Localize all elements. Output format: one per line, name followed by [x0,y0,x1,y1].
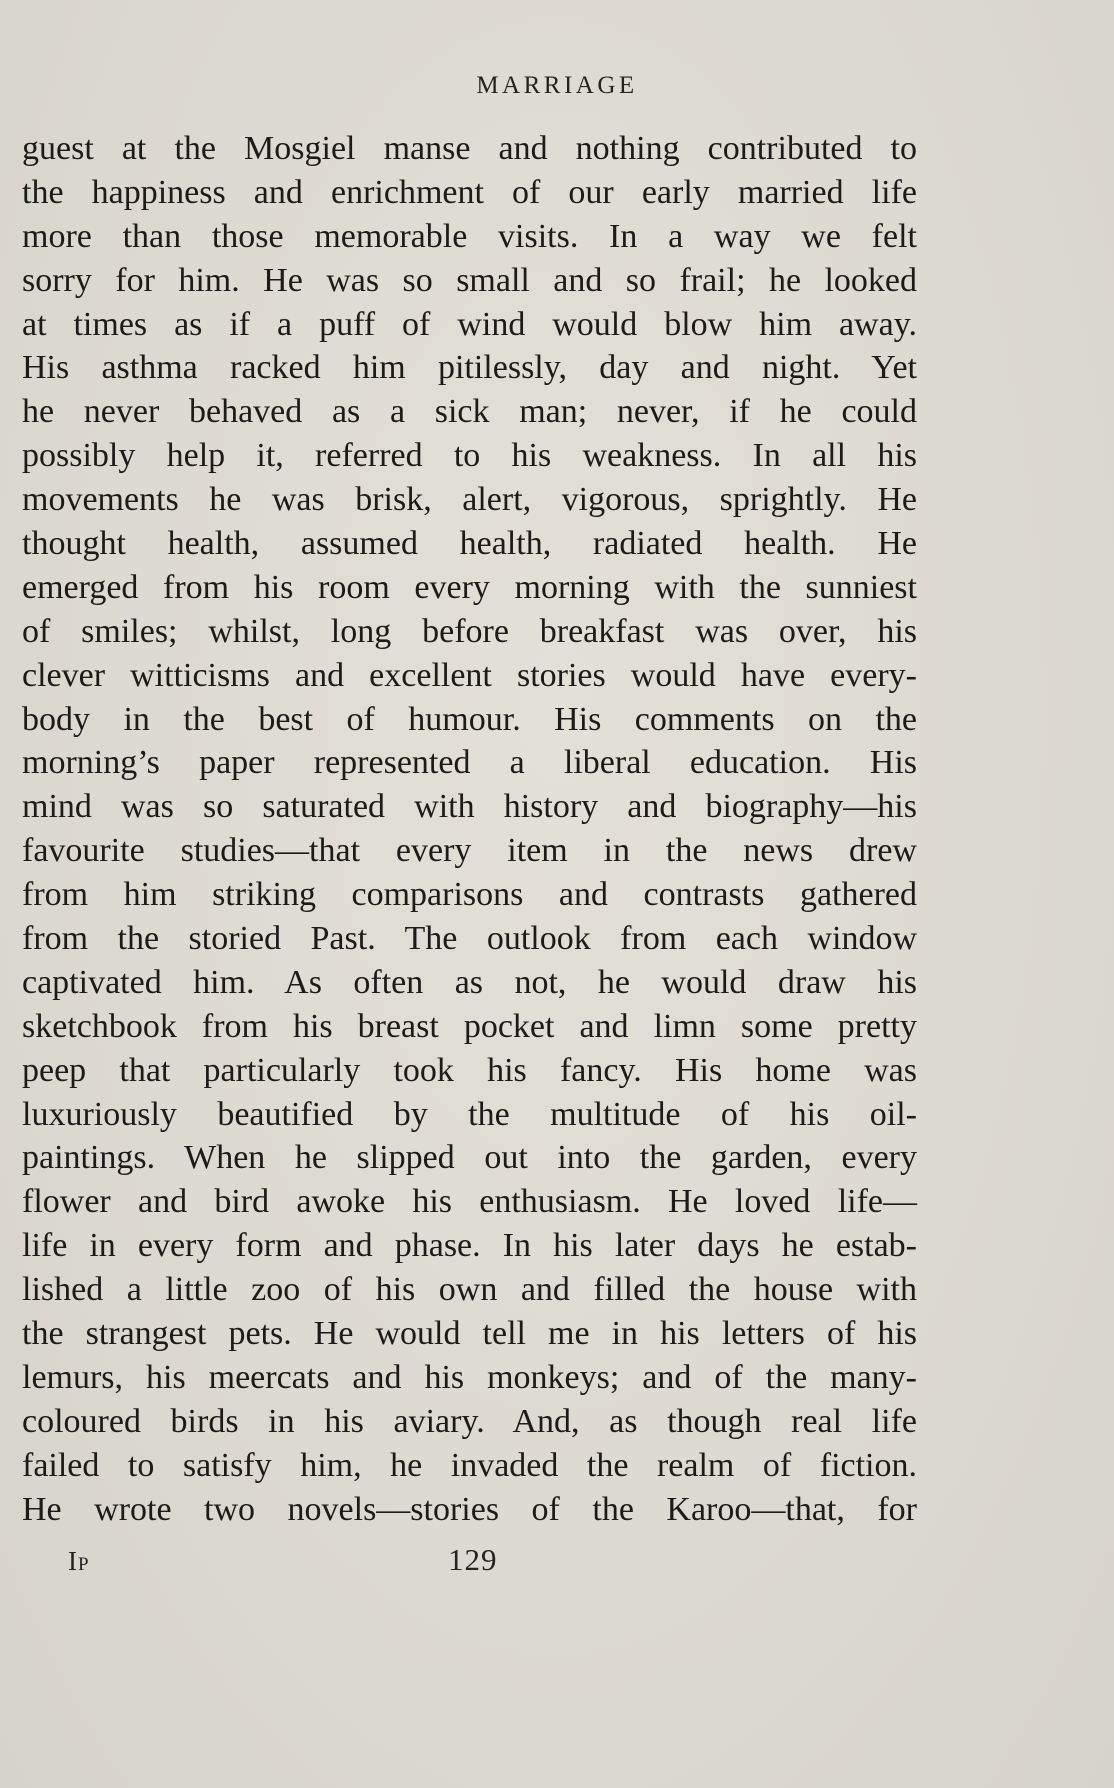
text-line: paintings. When he slipped out into the garden, every [22,1139,917,1177]
text-line: captivated him. As often as not, he would draw his [22,963,917,1001]
text-line: from the storied Past. The outlook from each window [22,920,917,958]
text-line: the strangest pets. He would tell me in his letters of his [22,1315,917,1353]
text-line: coloured birds in his aviary. And, as though real life [22,1402,917,1440]
text-line: sorry for him. He was so small and so frail; he looked [22,261,917,299]
text-line: he never behaved as a sick man; never, if he could [22,393,917,431]
text-line: lished a little zoo of his own and filled the house with [22,1271,917,1309]
text-line: His asthma racked him pitilessly, day and night. Yet [22,349,917,387]
text-line: failed to satisfy him, he invaded the realm of fiction. [22,1446,917,1484]
running-head: MARRIAGE [476,72,638,99]
text-line: luxuriously beautified by the multitude of his oil- [22,1095,917,1133]
text-line: life in every form and phase. In his later days he estab- [22,1227,917,1265]
page-footer [0,1542,1114,1586]
text-line: flower and bird awoke his enthusiasm. He loved life— [22,1183,917,1221]
text-line: peep that particularly took his fancy. His home was [22,1051,917,1089]
text-line: the happiness and enrichment of our early married life [22,173,917,211]
text-line: possibly help it, referred to his weakness. In all his [22,437,917,475]
text-line: emerged from his room every morning with the sunniest [22,568,917,606]
text-line: He wrote two novels—stories of the Karoo—that, for [22,1490,917,1528]
text-line: at times as if a puff of wind would blow him away. [22,305,917,343]
text-line: of smiles; whilst, long before breakfast was over, his [22,612,917,650]
text-line: mind was so saturated with history and biography—his [22,788,917,826]
text-line: guest at the Mosgiel manse and nothing contributed to [22,130,917,167]
text-line: clever witticisms and excellent stories would have every- [22,656,917,694]
text-line: morning’s paper represented a liberal education. His [22,744,917,782]
text-line: favourite studies—that every item in the news drew [22,832,917,870]
text-line: lemurs, his meercats and his monkeys; and of the many- [22,1358,917,1396]
signature-mark: Ip [68,1546,90,1576]
text-line: movements he was brisk, alert, vigorous, sprightly. He [22,481,917,519]
text-line: thought health, assumed health, radiated health. He [22,525,917,563]
body-text [22,127,917,1532]
page-number: 129 [448,1542,498,1577]
text-line: more than those memorable visits. In a way we felt [22,217,917,255]
text-line: body in the best of humour. His comments on the [22,700,917,738]
text-line: from him striking comparisons and contrasts gathered [22,876,917,914]
text-line: sketchbook from his breast pocket and limn some pretty [22,1007,917,1045]
